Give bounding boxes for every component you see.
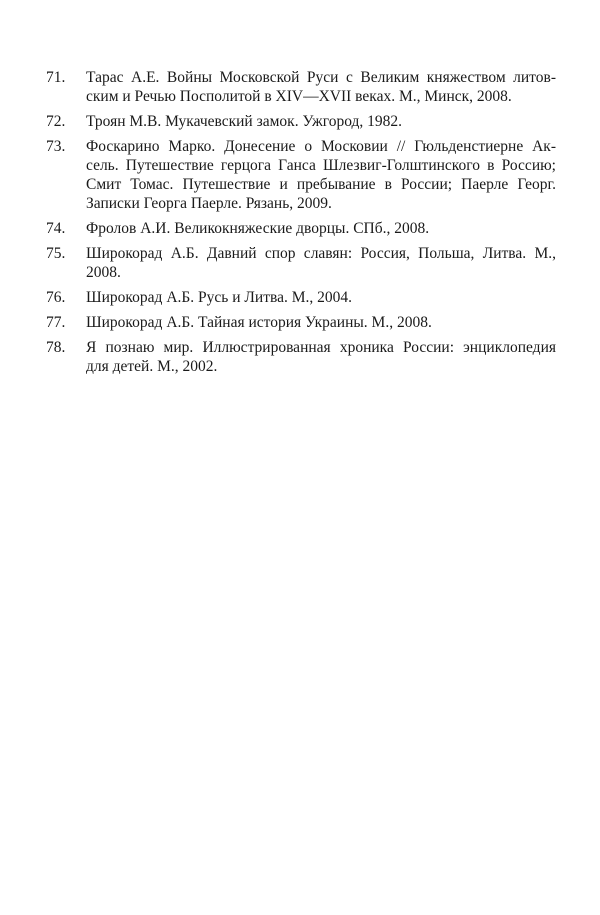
entry-text [86, 137, 556, 213]
entry-number: 75. [46, 245, 66, 262]
bibliography-entry-78 [46, 338, 556, 376]
entry-line: Троян М.В. Мукачевский замок. Ужгород, 1982. [86, 113, 403, 130]
entry-text [86, 313, 556, 332]
bibliography-entry-76 [46, 288, 556, 307]
bibliography-entry-73 [46, 137, 556, 213]
entry-text [86, 68, 556, 106]
entry-text [86, 219, 556, 238]
entry-number: 71. [46, 69, 66, 86]
entry-line: Я познаю мир. Иллюстрированная хроника России: энциклопедия [86, 339, 556, 356]
entry-number: 76. [46, 289, 66, 306]
bibliography-entry-77 [46, 313, 556, 332]
entry-number: 72. [46, 113, 66, 130]
bibliography-list [46, 68, 556, 382]
bibliography-entry-74 [46, 219, 556, 238]
entry-line: Смит Томас. Путешествие и пребывание в России; Паерле Георг. [86, 176, 556, 193]
bibliography-entry-71 [46, 68, 556, 106]
entry-line: Широкорад А.Б. Тайная история Украины. М., 2008. [86, 314, 432, 331]
entry-line: Фролов А.И. Великокняжеские дворцы. СПб., 2008. [86, 220, 430, 237]
entry-line: Фоскарино Марко. Донесение о Московии // Гюльденстиерне Ак- [86, 138, 556, 155]
entry-line: для детей. М., 2002. [86, 358, 218, 375]
entry-line: 2008. [86, 264, 121, 281]
entry-line: ским и Речью Посполитой в XIV—XVII веках. М., Минск, 2008. [86, 88, 512, 105]
entry-number: 74. [46, 220, 66, 237]
entry-line: сель. Путешествие герцога Ганса Шлезвиг-Голштинского в Россию; [86, 157, 556, 174]
entry-line: Тарас А.Е. Войны Московской Руси с Великим княжеством литов- [86, 69, 556, 86]
bibliography-entry-72 [46, 112, 556, 131]
entry-text [86, 288, 556, 307]
bibliography-entry-75 [46, 244, 556, 282]
entry-line: Широкорад А.Б. Русь и Литва. М., 2004. [86, 289, 353, 306]
entry-number: 78. [46, 339, 66, 356]
entry-text [86, 112, 556, 131]
entry-text [86, 244, 556, 282]
entry-number: 77. [46, 314, 66, 331]
entry-line: Широкорад А.Б. Давний спор славян: Россия, Польша, Литва. М., [86, 245, 556, 262]
entry-text [86, 338, 556, 376]
entry-number: 73. [46, 138, 66, 155]
entry-line: Записки Георга Паерле. Рязань, 2009. [86, 195, 332, 212]
